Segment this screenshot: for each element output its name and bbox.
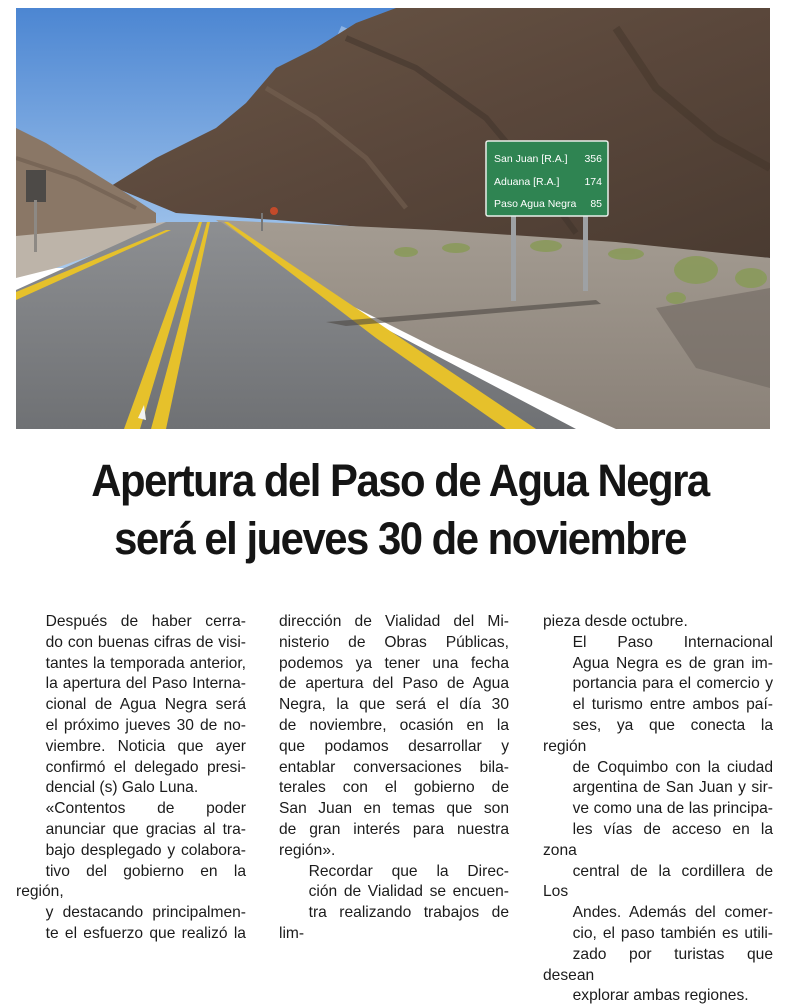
article-line: ve como una de las principa- bbox=[572, 800, 773, 818]
article-line: zado por turistas que desean bbox=[543, 945, 773, 984]
article-line: que podamos desarrollar y bbox=[279, 737, 509, 755]
sign-km-1: 356 bbox=[584, 153, 602, 165]
article-line: podemos ya tener una fecha bbox=[279, 654, 509, 672]
article-line: tantes la temporada anterior, bbox=[45, 654, 246, 672]
article-line: región». bbox=[279, 841, 336, 859]
article-line: de gran interés para nuestra bbox=[279, 820, 509, 838]
sign-km-3: 85 bbox=[590, 198, 602, 210]
article-line: entablar conversaciones bila- bbox=[279, 758, 509, 776]
road-photo bbox=[16, 8, 770, 429]
article-line: viembre. Noticia que ayer bbox=[45, 737, 246, 755]
headline-line-1: Apertura del Paso de Agua Negra bbox=[91, 455, 709, 506]
article-paragraph bbox=[543, 633, 773, 1007]
article-line: terales con el gobierno de bbox=[279, 779, 509, 797]
headline-line-2: será el jueves 30 de noviembre bbox=[114, 513, 686, 564]
article-line: portancia para el comercio y bbox=[572, 675, 773, 693]
article-column-1 bbox=[16, 612, 246, 945]
article-column-3 bbox=[543, 612, 773, 1007]
article-line: confirmó el delegado presi- bbox=[45, 758, 246, 776]
article-line: Agua Negra es de gran im- bbox=[572, 654, 773, 672]
article-line: El Paso Internacional bbox=[572, 633, 773, 651]
article-line: cio, el paso también es utili- bbox=[572, 924, 773, 942]
article-line: tivo del gobierno en la región, bbox=[16, 862, 246, 901]
article-line: San Juan en temas que son bbox=[279, 800, 509, 818]
article-line: «Contentos de poder bbox=[45, 800, 246, 818]
article-line: tra realizando trabajos de lim- bbox=[279, 904, 509, 942]
article-line: ses, ya que conecta la región bbox=[543, 716, 773, 755]
headline bbox=[28, 452, 772, 568]
article-line: y destacando principalmen- bbox=[45, 904, 246, 922]
article-line: el turismo entre ambos paí- bbox=[572, 696, 773, 714]
article-paragraph bbox=[279, 612, 509, 862]
article-line: dirección de Vialidad del Mi- bbox=[279, 613, 509, 630]
article-line: bajo desplegado y colabora- bbox=[45, 841, 246, 859]
article-line: Recordar que la Direc- bbox=[308, 862, 509, 880]
article-line: les vías de acceso en la zona bbox=[543, 820, 773, 859]
article-paragraph bbox=[279, 862, 509, 945]
article-column-2 bbox=[279, 612, 509, 945]
article-line: anunciar que gracias al tra- bbox=[45, 820, 246, 838]
article-line: Negra, la que será el día 30 bbox=[279, 696, 509, 714]
article-line: pieza desde octubre. bbox=[543, 613, 688, 630]
article-line: de Coquimbo con la ciudad bbox=[572, 758, 773, 776]
article-line: explorar ambas regiones. bbox=[572, 987, 749, 1005]
article-line: Andes. Además del comer- bbox=[572, 904, 773, 922]
article-line: de noviembre, ocasión en la bbox=[279, 716, 509, 734]
article-line: dencial (s) Galo Luna. bbox=[45, 779, 199, 797]
article-line: la apertura del Paso Interna- bbox=[45, 675, 246, 693]
article-paragraph bbox=[16, 612, 246, 799]
article-paragraph bbox=[16, 799, 246, 945]
article-line: ción de Vialidad se encuen- bbox=[308, 883, 509, 901]
sign-place-3: Paso Agua Negra bbox=[494, 198, 577, 210]
sign-km-2: 174 bbox=[584, 176, 602, 188]
sign-place-1: San Juan [R.A.] bbox=[494, 153, 568, 165]
article-line: cional de Agua Negra será bbox=[45, 696, 246, 714]
article-paragraph bbox=[543, 612, 773, 633]
article-line: el próximo jueves 30 de no- bbox=[45, 716, 246, 734]
article-line: Después de haber cerra- bbox=[45, 613, 246, 630]
article-line: argentina de San Juan y sir- bbox=[572, 779, 773, 797]
article-line: do con buenas cifras de visi- bbox=[45, 633, 246, 651]
article-line: te el esfuerzo que realizó la bbox=[45, 924, 246, 942]
sign-place-2: Aduana [R.A.] bbox=[494, 176, 560, 188]
article-line: de apertura del Paso de Agua bbox=[279, 675, 509, 693]
distance-sign bbox=[486, 141, 608, 216]
sign-post-right bbox=[583, 213, 588, 291]
sign-post-left bbox=[511, 213, 516, 301]
article-line: nisterio de Obras Públicas, bbox=[279, 633, 509, 651]
article-line: central de la cordillera de Los bbox=[543, 862, 773, 901]
